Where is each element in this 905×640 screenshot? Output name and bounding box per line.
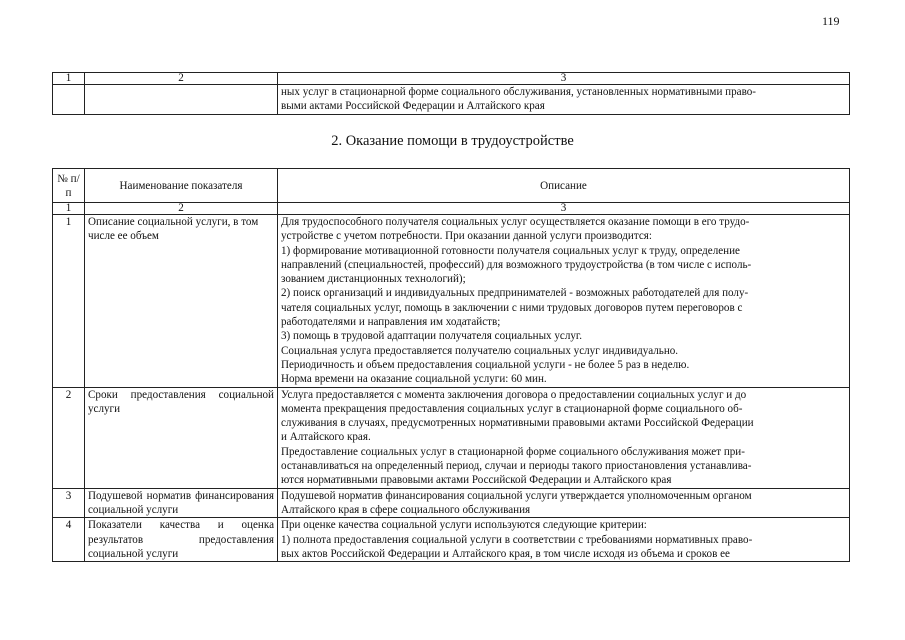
column-number-row: [53, 73, 850, 85]
indicator-name: Показатели качества и оценка результатов предоставления социальной услуги: [85, 518, 278, 562]
cell-empty: [85, 85, 278, 115]
text-line: 1) полнота предоставления социальной услуги в соответствии с требованиями нормативных право-: [281, 533, 753, 546]
row-number: 2: [53, 387, 85, 488]
column-number: 2: [85, 73, 278, 85]
description-cell: [278, 215, 850, 388]
section-title: 2. Оказание помощи в трудоустройстве: [331, 133, 574, 149]
indicator-name: Подушевой норматив финансирования социальной услуги: [85, 488, 278, 518]
table-row: [53, 488, 850, 518]
cell-empty: [53, 85, 85, 115]
table-row: [53, 85, 850, 115]
column-number: 3: [278, 203, 850, 215]
text-line: устройстве с учетом потребности. При оказании данной услуги производится:: [281, 230, 652, 243]
text-line: Предоставление социальных услуг в стационарной форме социального обслуживания может при-: [281, 445, 745, 458]
continuation-table: [52, 72, 850, 115]
text-line: Услуга предоставляется с момента заключения договора о предоставлении социальных услуг и до: [281, 388, 747, 401]
text-line: вых актов Российской Федерации и Алтайского края, в том числе исходя из объема и сроков ее: [281, 547, 730, 560]
column-number: 1: [53, 73, 85, 85]
text-line: ных услуг в стационарной форме социального обслуживания, установленных нормативными право-: [281, 86, 756, 98]
description-cell: [278, 488, 850, 518]
text-line: зованием дистанционных технологий);: [281, 273, 466, 286]
column-number: 1: [53, 203, 85, 215]
indicator-name: Сроки предоставления социальной услуги: [85, 387, 278, 488]
text-line: ются нормативными правовыми актами Российской Федерации и Алтайского края: [281, 474, 672, 487]
text-line: служивания в случаях, предусмотренных нормативными правовыми актами Российской Федерации: [281, 417, 754, 430]
header-row: [53, 169, 850, 203]
row-number: 1: [53, 215, 85, 388]
text-line: 1) формирование мотивационной готовности получателя социальных услуг к труду, определение: [281, 244, 740, 257]
text-line: Социальная услуга предоставляется получателю социальных услуг индивидуально.: [281, 344, 679, 357]
text-line: Норма времени на оказание социальной услуги: 60 мин.: [281, 373, 547, 386]
text-line: момента прекращения предоставления социальных услуг в стационарной форме социального об-: [281, 402, 743, 415]
text-line: Алтайского края в сфере социального обслуживания: [281, 503, 531, 516]
table-row: [53, 215, 850, 388]
indicator-name: Описание социальной услуги, в том числе ее объем: [85, 215, 278, 388]
text-line: 2) поиск организаций и индивидуальных предпринимателей - возможных работодателей для полу-: [281, 287, 749, 300]
column-number: 3: [278, 73, 850, 85]
text-line: Подушевой норматив финансирования социальной услуги утверждается уполномоченным органом: [281, 489, 752, 502]
description-cell: [278, 518, 850, 562]
table-row: [53, 387, 850, 488]
text-line: 3) помощь в трудовой адаптации получателя социальных услуг.: [281, 330, 582, 343]
header-description: Описание: [278, 169, 850, 203]
text-line: выми актами Российской Федерации и Алтайского края: [281, 100, 545, 113]
text-line: работодателями и направления им ходатайств;: [281, 316, 501, 329]
header-number: № п/п: [53, 169, 85, 203]
text-line: направлений (специальностей, профессий) для возможного трудоустройства (в том числе с исполь-: [281, 258, 752, 271]
text-line: При оценке качества социальной услуги используются следующие критерии:: [281, 519, 647, 532]
text-line: останавливаться на определенный период, случаи и периоды такого приостановления устанавлива-: [281, 460, 752, 473]
services-table: [52, 168, 850, 562]
text-line: Периодичность и объем предоставления социальной услуги - не более 5 раз в неделю.: [281, 358, 690, 371]
description-cell: [278, 387, 850, 488]
text-line: чателя социальных услуг, помощь в заключении с ними трудовых договоров путем переговоров с: [281, 301, 743, 314]
column-number: 2: [85, 203, 278, 215]
table-row: [53, 518, 850, 562]
text-line: Для трудоспособного получателя социальных услуг осуществляется оказание помощи в его трудо-: [281, 216, 750, 228]
row-number: 4: [53, 518, 85, 562]
page-number: 119: [822, 14, 840, 28]
text-line: и Алтайского края.: [281, 431, 371, 444]
column-number-row: [53, 203, 850, 215]
header-indicator-name: Наименование показателя: [85, 169, 278, 203]
row-number: 3: [53, 488, 85, 518]
description-cell: [278, 85, 850, 115]
